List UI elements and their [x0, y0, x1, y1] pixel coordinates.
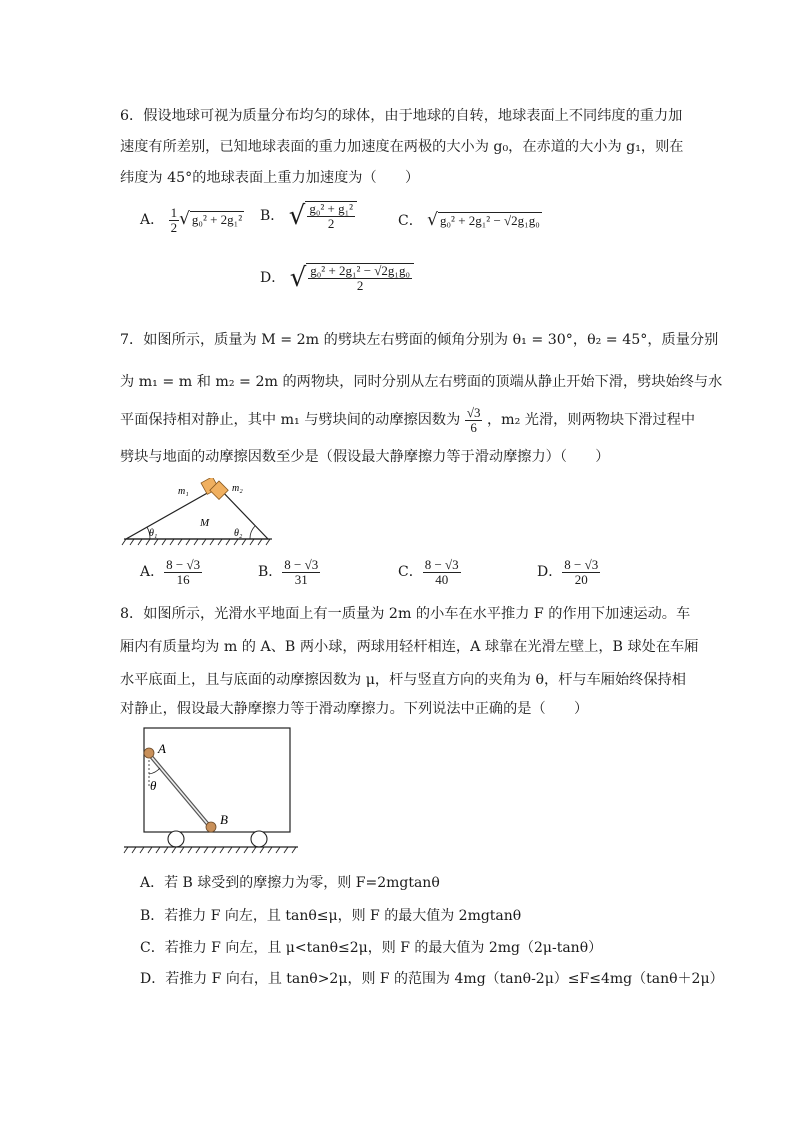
q7-d-den: 20: [574, 571, 588, 587]
rod-inner: [149, 754, 211, 828]
cart-wheel-right: [251, 831, 267, 847]
q7-line-4: 劈块与地面的动摩擦因数至少是（假设最大静摩擦力等于滑动摩擦力）（ ）: [120, 449, 610, 465]
q7-a-num: 8 − √3: [166, 557, 201, 572]
q6-line-2: 速度有所差别，已知地球表面的重力加速度在两极的大小为 g₀，在赤道的大小为 g₁，则在: [120, 139, 684, 155]
q6-b-num: g₀² + g₁²: [309, 201, 354, 217]
q6-b-den: 2: [327, 216, 335, 231]
q6-option-a-coef: [169, 206, 180, 234]
label-m2: m₂: [232, 483, 243, 494]
cart-wheel-left: [168, 831, 184, 847]
q8-line-1: 8．如图所示，光滑水平地面上有一质量为 2m 的小车在水平推力 F 的作用下加速运动。车: [120, 606, 691, 622]
q6-a-coef-num: 1: [170, 205, 178, 220]
q8-option-b[interactable]: B．若推力 F 向左，且 tanθ≤μ，则 F 的最大值为 2mgtanθ: [140, 908, 522, 924]
q8-cart-figure: [120, 722, 300, 858]
q8-option-d[interactable]: D．若推力 F 向右，且 tanθ>2μ，则 F 的范围为 4mg（tanθ-2μ）≤F≤4mg（tanθ＋2μ）: [140, 971, 724, 987]
sqrt-sign: √: [289, 263, 307, 293]
q7-option-d-label: D．: [537, 564, 563, 581]
q6-option-a-label: A．: [140, 212, 165, 229]
q6-option-a[interactable]: [140, 206, 244, 234]
q7-c-num: 8 − √3: [424, 557, 459, 572]
q7-option-b-label: B．: [258, 564, 283, 581]
q6-line-1: 6．假设地球可视为质量分布均匀的球体，由于地球的自转，地球表面上不同纬度的重力加: [120, 108, 683, 124]
q8-line-4: 对静止，假设最大静摩擦力等于滑动摩擦力。下列说法中正确的是（ ）: [120, 701, 589, 717]
ball-b: [206, 822, 216, 832]
ground-hatching: [124, 847, 296, 853]
label-theta2: θ₂: [234, 528, 243, 539]
q7-b-den: 31: [294, 571, 308, 587]
q6-option-d-label: D．: [260, 270, 286, 286]
q6-option-b[interactable]: [260, 201, 357, 231]
q6-option-d[interactable]: [260, 263, 414, 293]
label-theta1: θ₁: [149, 528, 158, 539]
q7-a-den: 16: [176, 571, 190, 587]
q7-option-b[interactable]: [258, 558, 320, 586]
q6-option-c-radicand: g₀² + 2g₁² − √2g₁g₀: [440, 213, 540, 228]
q6-option-c-label: C．: [398, 213, 423, 229]
q8-option-c[interactable]: C．若推力 F 向左，且 μ<tanθ≤2μ，则 F 的最大值为 2mg（2μ-tanθ）: [140, 940, 603, 956]
label-a: A: [158, 741, 166, 756]
q6-a-coef-den: 2: [170, 219, 178, 235]
q7-line-3-start: 平面保持相对静止，其中 m₁ 与劈块间的动摩擦因数为: [120, 412, 461, 429]
q7-wedge-figure: [120, 478, 280, 548]
q7-option-c-fraction: [423, 558, 461, 586]
q7-option-d[interactable]: [537, 558, 600, 586]
q7-option-a[interactable]: [140, 558, 202, 586]
q7-line-2: 为 m₁ = m 和 m₂ = 2m 的两物块，同时分别从左右劈面的顶端从静止开始下滑，劈块始终与水: [120, 374, 723, 390]
q6-option-b-radicand: [305, 201, 357, 230]
q8-line-3: 水平底面上，且与底面的动摩擦因数为 μ，杆与竖直方向的夹角为 θ，杆与车厢始终保持相: [120, 672, 686, 688]
q6-line-3: 纬度为 45°的地球表面上重力加速度为（ ）: [120, 170, 420, 186]
sqrt-sign: √: [288, 201, 306, 231]
label-m1: m₁: [178, 486, 189, 497]
q7-option-b-fraction: [282, 558, 320, 586]
q6-option-a-radicand: g₀² + 2g₁²: [191, 212, 243, 228]
q8-option-a[interactable]: A．若 B 球受到的摩擦力为零，则 F=2mgtanθ: [140, 875, 440, 891]
q6-option-d-radicand: [306, 263, 414, 292]
ball-a: [144, 748, 154, 758]
q7-frac-num: √3: [466, 405, 481, 420]
q6-d-num: g₀² + 2g₁² − √2g₁g₀: [310, 263, 410, 279]
q7-frac-den: 6: [470, 419, 477, 435]
q7-d-num: 8 − √3: [564, 557, 599, 572]
angle-arc-2: [250, 526, 255, 539]
q6-option-b-label: B．: [260, 208, 285, 224]
wedge-triangle: [126, 487, 268, 539]
q7-option-a-label: A．: [140, 564, 165, 581]
label-b: B: [220, 812, 228, 827]
q7-line-1: 7．如图所示，质量为 M = 2m 的劈块左右劈面的倾角分别为 θ₁ = 30°，θ₂ = 45°，质量分别: [120, 332, 719, 348]
q7-option-a-fraction: [164, 558, 202, 586]
q7-line-3: [120, 406, 695, 434]
q6-d-den: 2: [356, 278, 364, 293]
q7-option-c[interactable]: [398, 558, 461, 586]
q6-option-c[interactable]: [398, 210, 542, 230]
q7-friction-fraction: [465, 406, 483, 434]
q7-option-d-fraction: [562, 558, 600, 586]
q7-option-c-label: C．: [398, 564, 423, 581]
q7-line-3-end: ，m₂ 光滑，则两物块下滑过程中: [486, 412, 696, 429]
label-theta: θ: [150, 778, 157, 793]
theta-arc: [149, 768, 160, 774]
sqrt-sign: √: [427, 210, 439, 230]
q7-c-den: 40: [435, 571, 449, 587]
q8-line-2: 厢内有质量均为 m 的 A、B 两小球，两球用轻杆相连，A 球靠在光滑左壁上，B 球处在车厢: [120, 639, 699, 655]
label-M: M: [200, 517, 210, 529]
q7-b-num: 8 − √3: [284, 557, 319, 572]
sqrt-sign: √: [179, 209, 190, 230]
ground-hatching: [122, 539, 270, 545]
